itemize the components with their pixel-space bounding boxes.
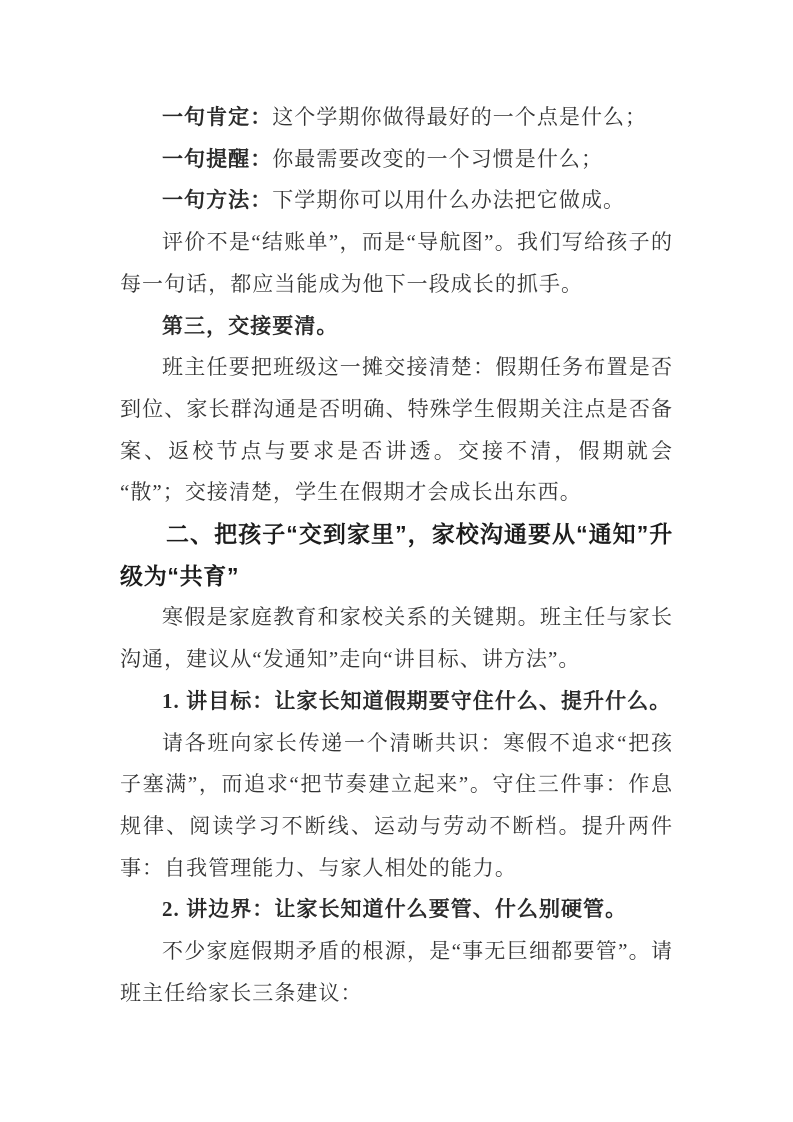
paragraph [120, 180, 673, 222]
paragraph [120, 97, 673, 139]
paragraph: 不少家庭假期矛盾的根源，是“事无巨细都要管”。请班主任给家长三条建议： [120, 939, 673, 1005]
subheading-paragraph: 1. 讲目标：让家长知道假期要守住什么、提升什么。 [162, 688, 672, 713]
section-heading: 二、把孩子“交到家里”，家校沟通要从“通知”升级为“共育” [120, 521, 673, 589]
paragraph-lead-label: 一句方法： [162, 188, 273, 213]
document-content [120, 97, 673, 1014]
paragraph-text: 这个学期你做得最好的一个点是什么； [272, 105, 648, 129]
paragraph-text: 下学期你可以用什么办法把它做成。 [272, 188, 626, 213]
paragraph: 班主任要把班级这一摊交接清楚：假期任务布置是否到位、家长群沟通是否明确、特殊学生假期关注点是否备案、返校节点与要求是否讲透。交接不清，假期就会“散”；交接清楚，学生在假期才会成长出东西。 [120, 355, 673, 505]
paragraph: 寒假是家庭教育和家校关系的关键期。班主任与家长沟通，建议从“发通知”走向“讲目标、讲方法”。 [120, 605, 673, 672]
paragraph-text: 你最需要改变的一个习惯是什么； [272, 146, 603, 171]
paragraph [120, 139, 673, 181]
paragraph-lead-label: 一句提醒： [162, 146, 273, 171]
subheading-paragraph: 第三，交接要清。 [162, 313, 339, 338]
paragraph: 评价不是“结账单”，而是“导航图”。我们写给孩子的每一句话，都应当能成为他下一段成长的抓手。 [120, 230, 673, 296]
paragraph: 请各班向家长传递一个清晰共识：寒假不追求“把孩子塞满”，而追求“把节奏建立起来”。守住三件事：作息规律、阅读学习不断线、运动与劳动不断档。提升两件事：自我管理能力、与家人相处的能力。 [120, 730, 673, 880]
paragraph-lead-label: 一句肯定： [162, 105, 273, 129]
subheading-paragraph: 2. 讲边界：让家长知道什么要管、什么别硬管。 [162, 897, 628, 922]
